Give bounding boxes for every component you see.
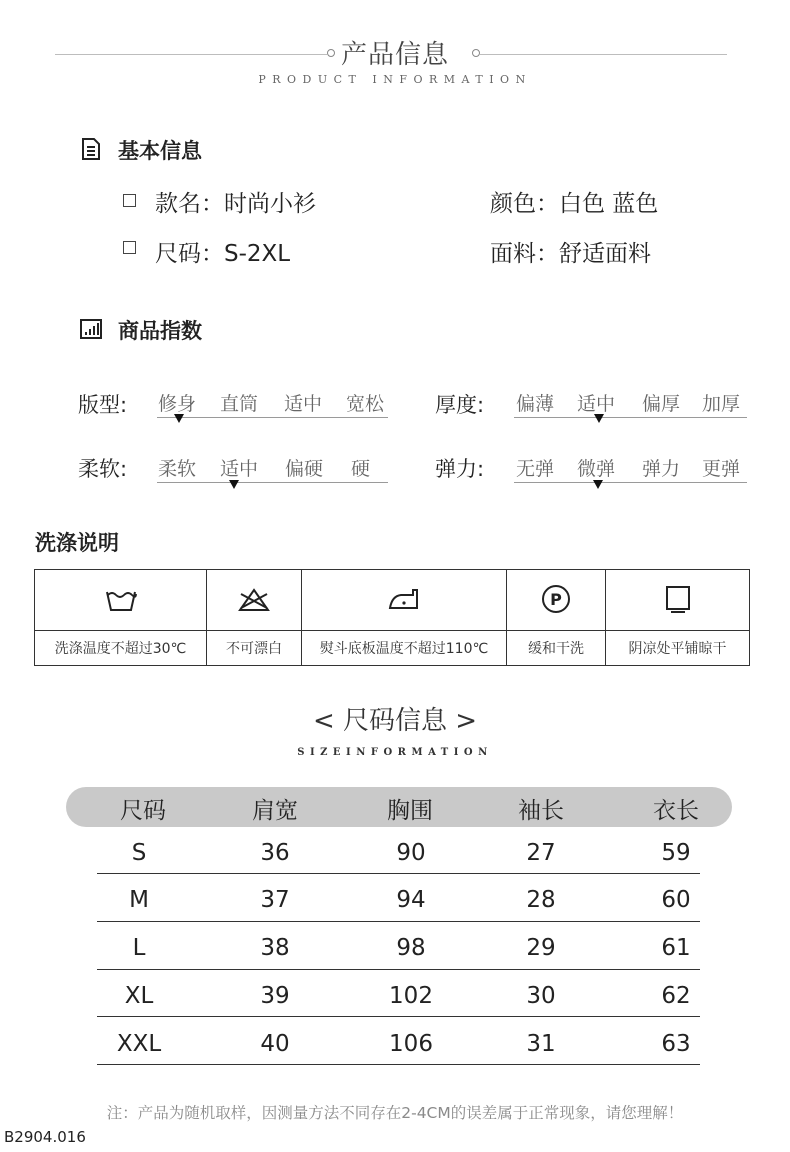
header-subtitle: PRODUCT INFORMATION [258,73,532,86]
thickness-scale-line [514,417,747,418]
thickness-option-medium: 适中 [577,393,616,415]
table-row-xxl-sleeve: 31 [526,1031,556,1057]
fit-option-medium: 适中 [284,393,323,415]
fit-option-straight: 直筒 [220,393,259,415]
table-row-xl-sleeve: 30 [526,983,556,1009]
table-row-s-size: S [131,840,147,866]
iron-icon [387,584,421,614]
table-row-m-size: M [129,887,149,913]
fit-label: 版型: [78,393,128,417]
row-divider-3 [97,969,700,970]
table-row-m-chest: 94 [396,887,426,913]
table-row-m-sleeve: 28 [526,887,556,913]
elasticity-option-slight: 微弹 [577,458,616,480]
header-chest: 胸围 [387,798,433,824]
elasticity-option-none: 无弹 [516,458,555,480]
table-row-xl-shoulder: 39 [260,983,290,1009]
dry-clean-p-icon [539,584,573,614]
flat-dry-shade-icon [661,584,695,614]
softness-scale-line [157,482,388,483]
color-info: 颜色：白色 蓝色 [490,191,659,217]
product-code: B2904.016 [4,1128,86,1146]
wash-cell-iron [302,570,507,665]
table-row-m-shoulder: 37 [260,887,290,913]
table-row-m-length: 60 [661,887,691,913]
thickness-option-thin: 偏薄 [516,393,555,415]
softness-option-medium: 适中 [220,458,259,480]
table-row-s-chest: 90 [396,840,426,866]
checkbox-style-name [123,194,136,207]
wash-caption-dryclean: 缓和干洗 [528,641,584,657]
svg-text:P: P [550,590,562,609]
wash-caption-temperature: 洗涤温度不超过30℃ [54,641,187,657]
softness-option-soft: 柔软 [158,458,197,480]
fit-option-loose: 宽松 [346,393,385,415]
table-row-xl-length: 62 [661,983,691,1009]
thickness-option-extra-thick: 加厚 [702,393,741,415]
bar-chart-icon [80,318,102,340]
wash-title: 洗涤说明 [35,531,119,555]
thickness-indicator [594,414,604,423]
row-divider-5 [97,1064,700,1065]
wash-cell-bleach [207,570,302,665]
style-name: 款名：时尚小衫 [155,191,316,217]
row-divider-2 [97,921,700,922]
table-row-l-size: L [132,935,146,961]
softness-indicator [229,480,239,489]
header-length: 衣长 [653,798,699,824]
table-row-xxl-length: 63 [661,1031,691,1057]
product-index-title: 商品指数 [118,319,202,343]
measurement-note: 注：产品为随机取样，因测量方法不同存在2-4CM的误差属于正常现象，请您理解！ [106,1104,684,1122]
softness-option-hard: 硬 [351,458,371,480]
wash-caption-bleach: 不可漂白 [226,641,282,657]
size-info-subtitle: SIZEINFORMATION [297,747,493,758]
no-bleach-icon [237,584,271,614]
elasticity-label: 弹力: [435,457,485,481]
table-row-xxl-shoulder: 40 [260,1031,290,1057]
checkbox-size [123,241,136,254]
table-row-l-chest: 98 [396,935,426,961]
header-size: 尺码 [120,798,166,824]
row-divider-1 [97,873,700,874]
basic-info-title: 基本信息 [118,139,202,163]
elasticity-option-elastic: 弹力 [642,458,681,480]
table-row-l-sleeve: 29 [526,935,556,961]
table-row-s-shoulder: 36 [260,840,290,866]
wash-caption-dry: 阴凉处平铺晾干 [628,641,727,657]
wash-table [34,569,750,666]
table-row-xxl-chest: 106 [389,1031,433,1057]
table-row-xxl-size: XXL [116,1031,162,1057]
table-row-xl-chest: 102 [389,983,433,1009]
softness-label: 柔软: [78,457,128,481]
wash-cell-dryclean [507,570,606,665]
wash-cell-dry [606,570,749,665]
wash-tub-icon [104,584,138,614]
header-sleeve: 袖长 [518,798,564,824]
size-info-title: < 尺码信息 > [312,706,478,736]
thickness-label: 厚度: [435,393,485,417]
fabric-info: 面料：舒适面料 [490,241,651,267]
table-row-l-shoulder: 38 [260,935,290,961]
header-shoulder: 肩宽 [252,798,298,824]
size-range: 尺码：S-2XL [155,241,291,267]
row-divider-4 [97,1016,700,1017]
table-row-xl-size: XL [124,983,154,1009]
fit-scale-line [157,417,388,418]
fit-indicator [174,414,184,423]
header-title: 产品信息 [340,40,449,70]
table-row-s-length: 59 [661,840,691,866]
thickness-option-thick: 偏厚 [642,393,681,415]
table-row-s-sleeve: 27 [526,840,556,866]
elasticity-option-more: 更弹 [702,458,741,480]
table-row-l-length: 61 [661,935,691,961]
softness-option-stiff: 偏硬 [285,458,324,480]
elasticity-scale-line [514,482,747,483]
wash-cell-temperature [35,570,207,665]
document-icon [80,138,102,160]
fit-option-slim: 修身 [158,393,197,415]
elasticity-indicator [593,480,603,489]
wash-caption-iron: 熨斗底板温度不超过110℃ [319,641,489,657]
